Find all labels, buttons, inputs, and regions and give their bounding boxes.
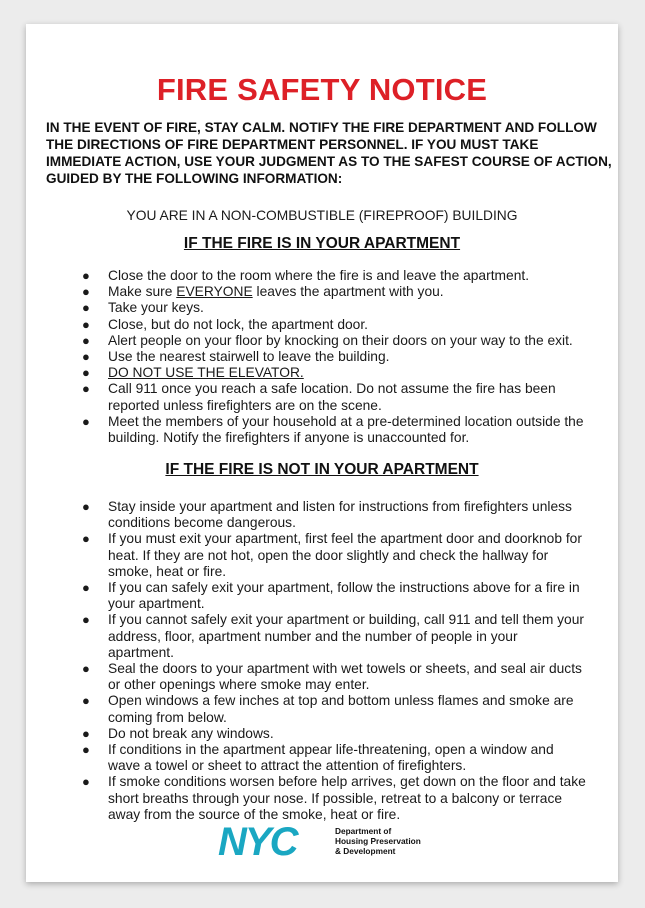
notice-title: FIRE SAFETY NOTICE — [156, 72, 488, 107]
list-item — [26, 774, 586, 823]
list-item-text: If you can safely exit your apartment, follow the instructions above for a fire in your apartment. — [108, 580, 580, 612]
list-item-text: Take your keys. — [108, 300, 204, 316]
list-item — [26, 349, 586, 365]
list-item-text: Close, but do not lock, the apartment door. — [108, 316, 368, 332]
bullet-icon: ● — [82, 661, 90, 677]
list-item-text: Seal the doors to your apartment with wet towels or sheets, and seal air ducts or other openings where smoke may enter. — [108, 661, 582, 693]
list-item-text: If you must exit your apartment, first feel the apartment door and doorknob for heat. If they are not hot, open the door slightly and check the hallway for smoke, heat or fire. — [108, 531, 582, 579]
nyc-logo-icon: NYC — [218, 820, 297, 864]
bullet-icon: ● — [82, 365, 90, 381]
list-item-text: Close the door to the room where the fire is and leave the apartment. — [108, 268, 530, 283]
bullet-icon: ● — [82, 693, 90, 709]
list-item — [26, 499, 586, 531]
bullet-icon: ● — [82, 284, 90, 300]
in-apartment-list — [26, 268, 586, 446]
section-heading-not-in-apartment: IF THE FIRE IS NOT IN YOUR APARTMENT — [165, 461, 479, 478]
list-item-text: Call 911 once you reach a safe location. Do not assume the fire has been reported unless firefighters are on the scene. — [108, 381, 556, 413]
dept-line-1: Department of — [335, 826, 392, 836]
emphasized-text: DO NOT USE THE ELEVATOR. — [108, 365, 304, 381]
list-item-text: Open windows a few inches at top and bottom unless flames and smoke are coming from below. — [108, 693, 574, 725]
list-item — [26, 381, 586, 413]
list-item — [26, 580, 586, 612]
bullet-icon: ● — [82, 381, 90, 397]
list-item-text: If conditions in the apartment appear life-threatening, open a window and wave a towel or sheet to attract the attention of firefighters. — [108, 742, 554, 774]
dept-line-2: Housing Preservation — [335, 836, 421, 846]
notice-sheet — [26, 24, 618, 882]
department-name — [335, 826, 421, 856]
bullet-icon: ● — [82, 300, 90, 316]
bullet-icon: ● — [82, 316, 90, 332]
list-item-text: If you cannot safely exit your apartment or building, call 911 and tell them your address, floor, apartment number and the number of people in your apartment. — [108, 612, 584, 660]
list-item — [26, 726, 586, 742]
list-item — [26, 612, 586, 661]
list-item — [26, 317, 586, 333]
bullet-icon: ● — [82, 612, 90, 628]
not-in-apartment-list — [26, 499, 586, 823]
bullet-icon: ● — [82, 268, 90, 283]
bullet-icon: ● — [82, 580, 90, 596]
list-item — [26, 742, 586, 774]
bullet-icon: ● — [82, 349, 90, 365]
emphasized-text: EVERYONE — [176, 284, 253, 300]
list-item-text: Do not break any windows. — [108, 725, 274, 741]
list-item — [26, 268, 586, 284]
list-item — [26, 693, 586, 725]
list-item — [26, 300, 586, 316]
nyc-hpd-logo — [218, 822, 468, 862]
list-item — [26, 365, 586, 381]
list-item-text: If smoke conditions worsen before help arrives, get down on the floor and take short breaths through your nose. If possible, retreat to a balcony or terrace away from the source of the smoke, heat or fire. — [108, 774, 586, 822]
list-item — [26, 531, 586, 580]
list-item-text: leaves the apartment with you. — [252, 284, 444, 300]
bullet-icon: ● — [82, 413, 90, 429]
list-item — [26, 284, 586, 300]
bullet-icon: ● — [82, 725, 90, 741]
list-item-text: Make sure — [108, 284, 177, 300]
list-item-text: Alert people on your floor by knocking on their doors on your way to the exit. — [108, 332, 573, 348]
bullet-icon: ● — [82, 774, 90, 790]
list-item-text: Meet the members of your household at a pre-determined location outside the building. Notify the firefighters if anyone is unaccounted for. — [108, 413, 584, 446]
building-type-line: YOU ARE IN A NON-COMBUSTIBLE (FIREPROOF) BUILDING — [126, 208, 518, 223]
dept-line-3: & Development — [335, 846, 396, 856]
bullet-icon: ● — [82, 742, 90, 758]
bullet-icon: ● — [82, 499, 90, 514]
bullet-icon: ● — [82, 531, 90, 547]
list-item-text: Use the nearest stairwell to leave the building. — [108, 349, 390, 365]
list-item — [26, 333, 586, 349]
bullet-icon: ● — [82, 332, 90, 348]
intro-paragraph: IN THE EVENT OF FIRE, STAY CALM. NOTIFY THE FIRE DEPARTMENT AND FOLLOW THE DIRECTIONS OF FIRE DEPARTMENT PERSONNEL. IF YOU MUST TAKE IMMEDIATE ACTION, USE YOUR JUDGMENT AS TO THE SAFEST COURSE OF ACTION, GUIDED BY THE FOLLOWING INFORMATION: — [46, 120, 612, 186]
list-item-text: Stay inside your apartment and listen for instructions from firefighters unless conditions become dangerous. — [108, 499, 572, 531]
list-item — [26, 661, 586, 693]
list-item — [26, 414, 586, 446]
section-heading-in-apartment: IF THE FIRE IS IN YOUR APARTMENT — [183, 235, 461, 252]
